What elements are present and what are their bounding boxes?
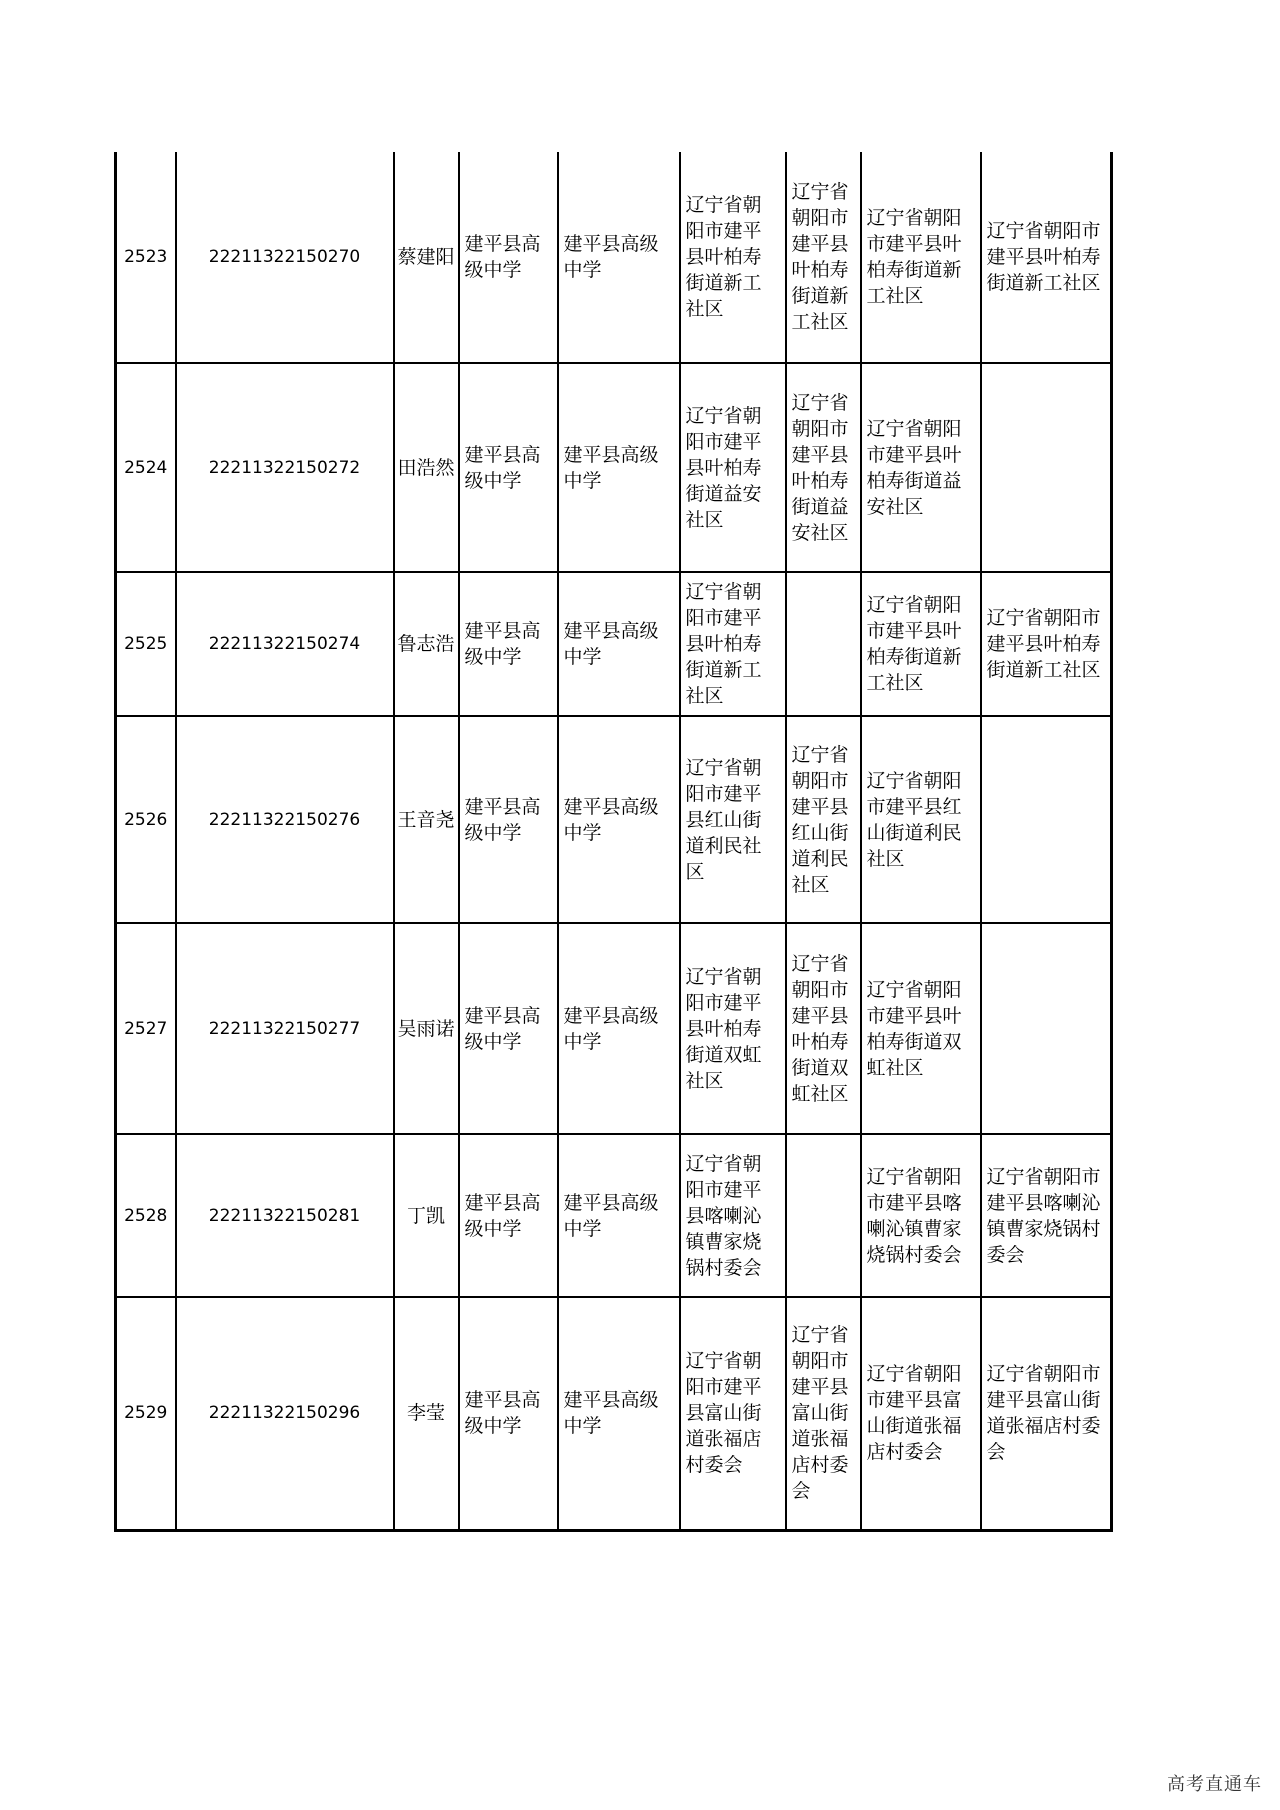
- name-cell: 王音尧: [394, 716, 459, 923]
- id-cell: 22211322150272: [176, 363, 394, 572]
- name-cell: 蔡建阳: [394, 152, 459, 363]
- address-cell: 辽宁省朝阳市建平县富山街道张福店村委会: [680, 1297, 786, 1530]
- school-cell: 建平县高级中学: [459, 152, 558, 363]
- address3-cell: 辽宁省朝阳市建平县叶柏寿街道新工社区: [861, 572, 981, 716]
- address4-cell: 辽宁省朝阳市建平县喀喇沁镇曹家烧锅村委会: [981, 1134, 1112, 1297]
- school2-cell: 建平县高级中学: [558, 152, 680, 363]
- address-cell: 辽宁省朝阳市建平县喀喇沁镇曹家烧锅村委会: [680, 1134, 786, 1297]
- id-cell: 22211322150277: [176, 923, 394, 1134]
- id-cell: 22211322150276: [176, 716, 394, 923]
- seq-cell: 2526: [116, 716, 176, 923]
- address3-cell: 辽宁省朝阳市建平县红山街道利民社区: [861, 716, 981, 923]
- name-cell: 吴雨诺: [394, 923, 459, 1134]
- address2-cell: 辽宁省朝阳市建平县富山街道张福店村委会: [786, 1297, 861, 1530]
- address-cell: 辽宁省朝阳市建平县叶柏寿街道新工社区: [680, 572, 786, 716]
- table-row: [116, 363, 1112, 572]
- school2-cell: 建平县高级中学: [558, 1134, 680, 1297]
- name-cell: 丁凯: [394, 1134, 459, 1297]
- address2-cell: [786, 1134, 861, 1297]
- school2-cell: 建平县高级中学: [558, 1297, 680, 1530]
- school2-cell: 建平县高级中学: [558, 572, 680, 716]
- address3-cell: 辽宁省朝阳市建平县叶柏寿街道新工社区: [861, 152, 981, 363]
- id-cell: 22211322150270: [176, 152, 394, 363]
- address3-cell: 辽宁省朝阳市建平县叶柏寿街道双虹社区: [861, 923, 981, 1134]
- school-cell: 建平县高级中学: [459, 716, 558, 923]
- school-cell: 建平县高级中学: [459, 1134, 558, 1297]
- address4-cell: 辽宁省朝阳市建平县叶柏寿街道新工社区: [981, 152, 1112, 363]
- seq-cell: 2524: [116, 363, 176, 572]
- school-cell: 建平县高级中学: [459, 363, 558, 572]
- address4-cell: [981, 363, 1112, 572]
- address4-cell: [981, 923, 1112, 1134]
- address4-cell: 辽宁省朝阳市建平县富山街道张福店村委会: [981, 1297, 1112, 1530]
- school-cell: 建平县高级中学: [459, 923, 558, 1134]
- name-cell: 鲁志浩: [394, 572, 459, 716]
- watermark-text: 高考直通车: [1167, 1774, 1262, 1795]
- address4-cell: [981, 716, 1112, 923]
- table-row: [116, 572, 1112, 716]
- table-row: [116, 923, 1112, 1134]
- school2-cell: 建平县高级中学: [558, 923, 680, 1134]
- address3-cell: 辽宁省朝阳市建平县叶柏寿街道益安社区: [861, 363, 981, 572]
- seq-cell: 2529: [116, 1297, 176, 1530]
- id-cell: 22211322150296: [176, 1297, 394, 1530]
- table-row: [116, 1134, 1112, 1297]
- address2-cell: 辽宁省朝阳市建平县红山街道利民社区: [786, 716, 861, 923]
- id-cell: 22211322150281: [176, 1134, 394, 1297]
- address2-cell: 辽宁省朝阳市建平县叶柏寿街道益安社区: [786, 363, 861, 572]
- address-cell: 辽宁省朝阳市建平县叶柏寿街道益安社区: [680, 363, 786, 572]
- name-cell: 田浩然: [394, 363, 459, 572]
- student-table: [114, 152, 1113, 1532]
- address2-cell: 辽宁省朝阳市建平县叶柏寿街道新工社区: [786, 152, 861, 363]
- seq-cell: 2527: [116, 923, 176, 1134]
- table-row: [116, 1297, 1112, 1530]
- address4-cell: 辽宁省朝阳市建平县叶柏寿街道新工社区: [981, 572, 1112, 716]
- table-row: [116, 152, 1112, 363]
- address3-cell: 辽宁省朝阳市建平县喀喇沁镇曹家烧锅村委会: [861, 1134, 981, 1297]
- address2-cell: [786, 572, 861, 716]
- address2-cell: 辽宁省朝阳市建平县叶柏寿街道双虹社区: [786, 923, 861, 1134]
- id-cell: 22211322150274: [176, 572, 394, 716]
- table-row: [116, 716, 1112, 923]
- name-cell: 李莹: [394, 1297, 459, 1530]
- school2-cell: 建平县高级中学: [558, 716, 680, 923]
- seq-cell: 2525: [116, 572, 176, 716]
- address-cell: 辽宁省朝阳市建平县叶柏寿街道双虹社区: [680, 923, 786, 1134]
- school-cell: 建平县高级中学: [459, 1297, 558, 1530]
- address-cell: 辽宁省朝阳市建平县叶柏寿街道新工社区: [680, 152, 786, 363]
- seq-cell: 2523: [116, 152, 176, 363]
- school2-cell: 建平县高级中学: [558, 363, 680, 572]
- seq-cell: 2528: [116, 1134, 176, 1297]
- school-cell: 建平县高级中学: [459, 572, 558, 716]
- address-cell: 辽宁省朝阳市建平县红山街道利民社区: [680, 716, 786, 923]
- address3-cell: 辽宁省朝阳市建平县富山街道张福店村委会: [861, 1297, 981, 1530]
